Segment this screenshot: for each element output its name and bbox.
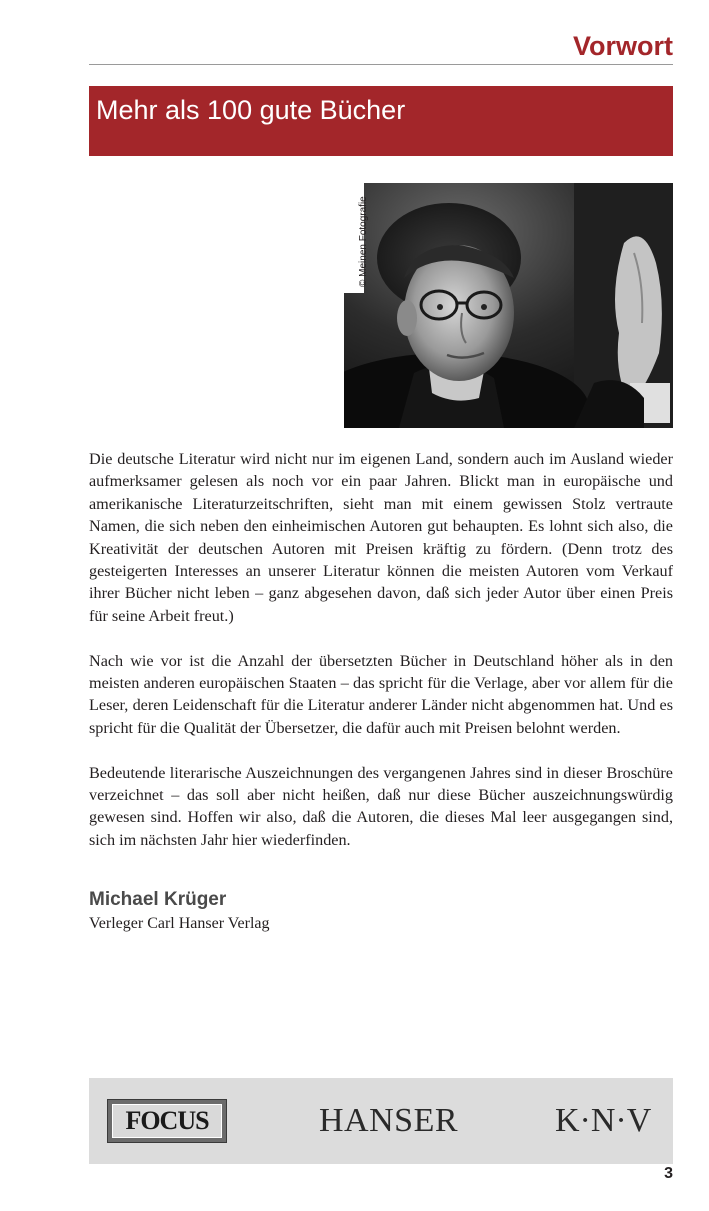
sponsor-logo-bar: [89, 1078, 673, 1164]
paragraph: Die deutsche Literatur wird nicht nur im eigenen Land, sondern auch im Ausland wieder aufmerksamer gelesen als noch vor ein paar Jahren. Blickt man in europäische und amerikanische Literaturzeitschriften, sieht man mit einem gewissen Stolz vertraute Namen, die sich neben den einheimischen Autoren gut behaupten. Es lohnt sich also, die Kreativität der deutschen Autoren mit Preisen kräftig zu fördern. (Denn trotz des gesteigerten Interesses an unserer Literatur können die meisten Autoren vom Verkauf ihrer Bücher nicht leben – ganz abgesehen davon, daß sich jeder Autor über einen Preis für seine Arbeit freut.): [89, 450, 673, 625]
photo-credit: [344, 183, 369, 293]
title-banner: [89, 86, 673, 156]
signature-name: Michael Krüger: [89, 889, 227, 910]
paragraph: Bedeutende literarische Auszeichnungen des vergangenen Jahres sind in dieser Broschüre verzeichnet – das soll aber nicht heißen, daß nur diese Bücher auszeichnungswürdig gewesen sind. Hoffen wir also, daß die Autoren, die dieses Mal leer ausgegangen sind, sich im nächsten Jahr hier wiederfinden.: [89, 763, 673, 849]
focus-logo: [107, 1099, 227, 1143]
section-title: Vorwort: [573, 31, 673, 61]
focus-logo-text: FOCUS: [112, 1104, 222, 1138]
photo-credit-text: © Meinen Fotografie: [358, 196, 369, 287]
author-photo: [344, 183, 673, 428]
page-title: Mehr als 100 gute Bücher: [96, 95, 406, 125]
page-number: 3: [664, 1165, 673, 1182]
foreword-body: [89, 448, 673, 874]
paragraph: Nach wie vor ist die Anzahl der übersetzten Bücher in Deutschland höher als in den meisten anderen europäischen Staaten – das spricht für die Verlage, aber vor allem für die Leser, deren Leidenschaft für die Literatur anderer Länder nicht abgenommen hat. Und es spricht für die Qualität der Übersetzer, die dafür auch mit Preisen belohnt werden.: [89, 651, 673, 737]
hanser-logo: HANSER: [319, 1102, 459, 1139]
signature-role: Verleger Carl Hanser Verlag: [89, 915, 270, 932]
section-header: [89, 28, 673, 65]
knv-logo: K·N·V: [555, 1102, 652, 1139]
portrait-image: [344, 183, 673, 428]
